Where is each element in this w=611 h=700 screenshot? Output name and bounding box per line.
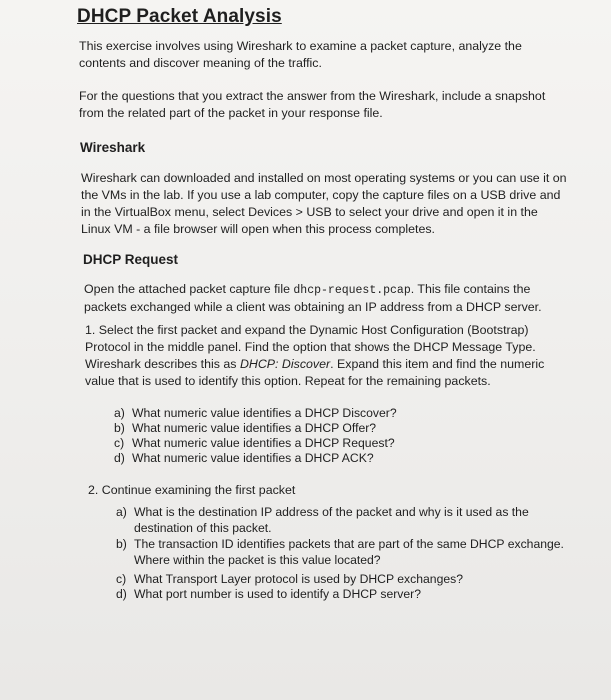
question-2d — [116, 586, 556, 602]
q1b-marker: b) — [114, 421, 125, 435]
intro-paragraph: This exercise involves using Wireshark to examine a packet capture, analyze the contents and discover meaning of the traffic. — [79, 39, 522, 70]
q1d-text: What numeric value identifies a DHCP ACK? — [132, 451, 374, 465]
question-2c — [116, 571, 556, 587]
q1-text-after: . Expand this item and find the numeric value that is used to identify this option. Repeat for the remaining packets. — [85, 357, 545, 388]
q1-italic-term: DHCP: Discover — [239, 357, 331, 371]
q1a-text: What numeric value identifies a DHCP Discover? — [132, 406, 397, 420]
q2b-text: The transaction ID identifies packets that are part of the same DHCP exchange. Where within the packet is this value located? — [134, 537, 564, 567]
dhcp-request-paragraph — [84, 281, 546, 316]
question-2a — [116, 504, 554, 536]
wireshark-heading: Wireshark — [80, 140, 146, 155]
q2b-marker: b) — [116, 537, 127, 551]
q1c-text: What numeric value identifies a DHCP Request? — [132, 436, 395, 450]
wireshark-paragraph: Wireshark can downloaded and installed on most operating systems or you can use it on the VMs in the lab. If you use a lab computer, copy the capture files on a USB drive and in the VirtualBox menu, select Devices > USB to select your drive and open it in the Linux VM - a file browser will open when this process completes. — [81, 171, 567, 236]
q2d-marker: d) — [116, 587, 127, 601]
q1d-marker: d) — [114, 451, 125, 465]
q2a-text: What is the destination IP address of the packet and why is it used as the destination of this packet. — [134, 505, 529, 535]
question-1d — [114, 450, 534, 466]
q1-text-before: 1. Select the first packet and expand the Dynamic Host Configuration (Bootstrap) Protocol in the middle panel. Find the option that shows the DHCP Message Type. Wireshark describes this as — [85, 323, 536, 371]
capture-filename: dhcp-request.pcap — [293, 284, 411, 297]
instructions-paragraph: For the questions that you extract the answer from the Wireshark, include a snapshot from the related part of the packet in your response file. — [79, 89, 546, 120]
question-1 — [85, 322, 557, 390]
q2d-text: What port number is used to identify a DHCP server? — [134, 587, 421, 601]
question-1a — [114, 405, 534, 421]
q2c-marker: c) — [116, 572, 127, 586]
p1-text-before: Open the attached packet capture file — [84, 282, 294, 296]
question-2b — [116, 536, 572, 568]
q1a-marker: a) — [114, 406, 125, 420]
page-title: DHCP Packet Analysis — [77, 6, 282, 27]
q1c-marker: c) — [114, 436, 125, 450]
question-2: 2. Continue examining the first packet — [88, 483, 296, 497]
p1-text-after: . This file contains the packets exchanged while a client was obtaining an IP address from a DHCP server. — [84, 282, 542, 314]
q2a-marker: a) — [116, 505, 127, 519]
question-1c — [114, 435, 534, 451]
q1b-text: What numeric value identifies a DHCP Offer? — [132, 421, 377, 435]
q2c-text: What Transport Layer protocol is used by DHCP exchanges? — [134, 572, 464, 586]
dhcp-request-heading: DHCP Request — [83, 252, 179, 267]
question-1b — [114, 420, 534, 436]
